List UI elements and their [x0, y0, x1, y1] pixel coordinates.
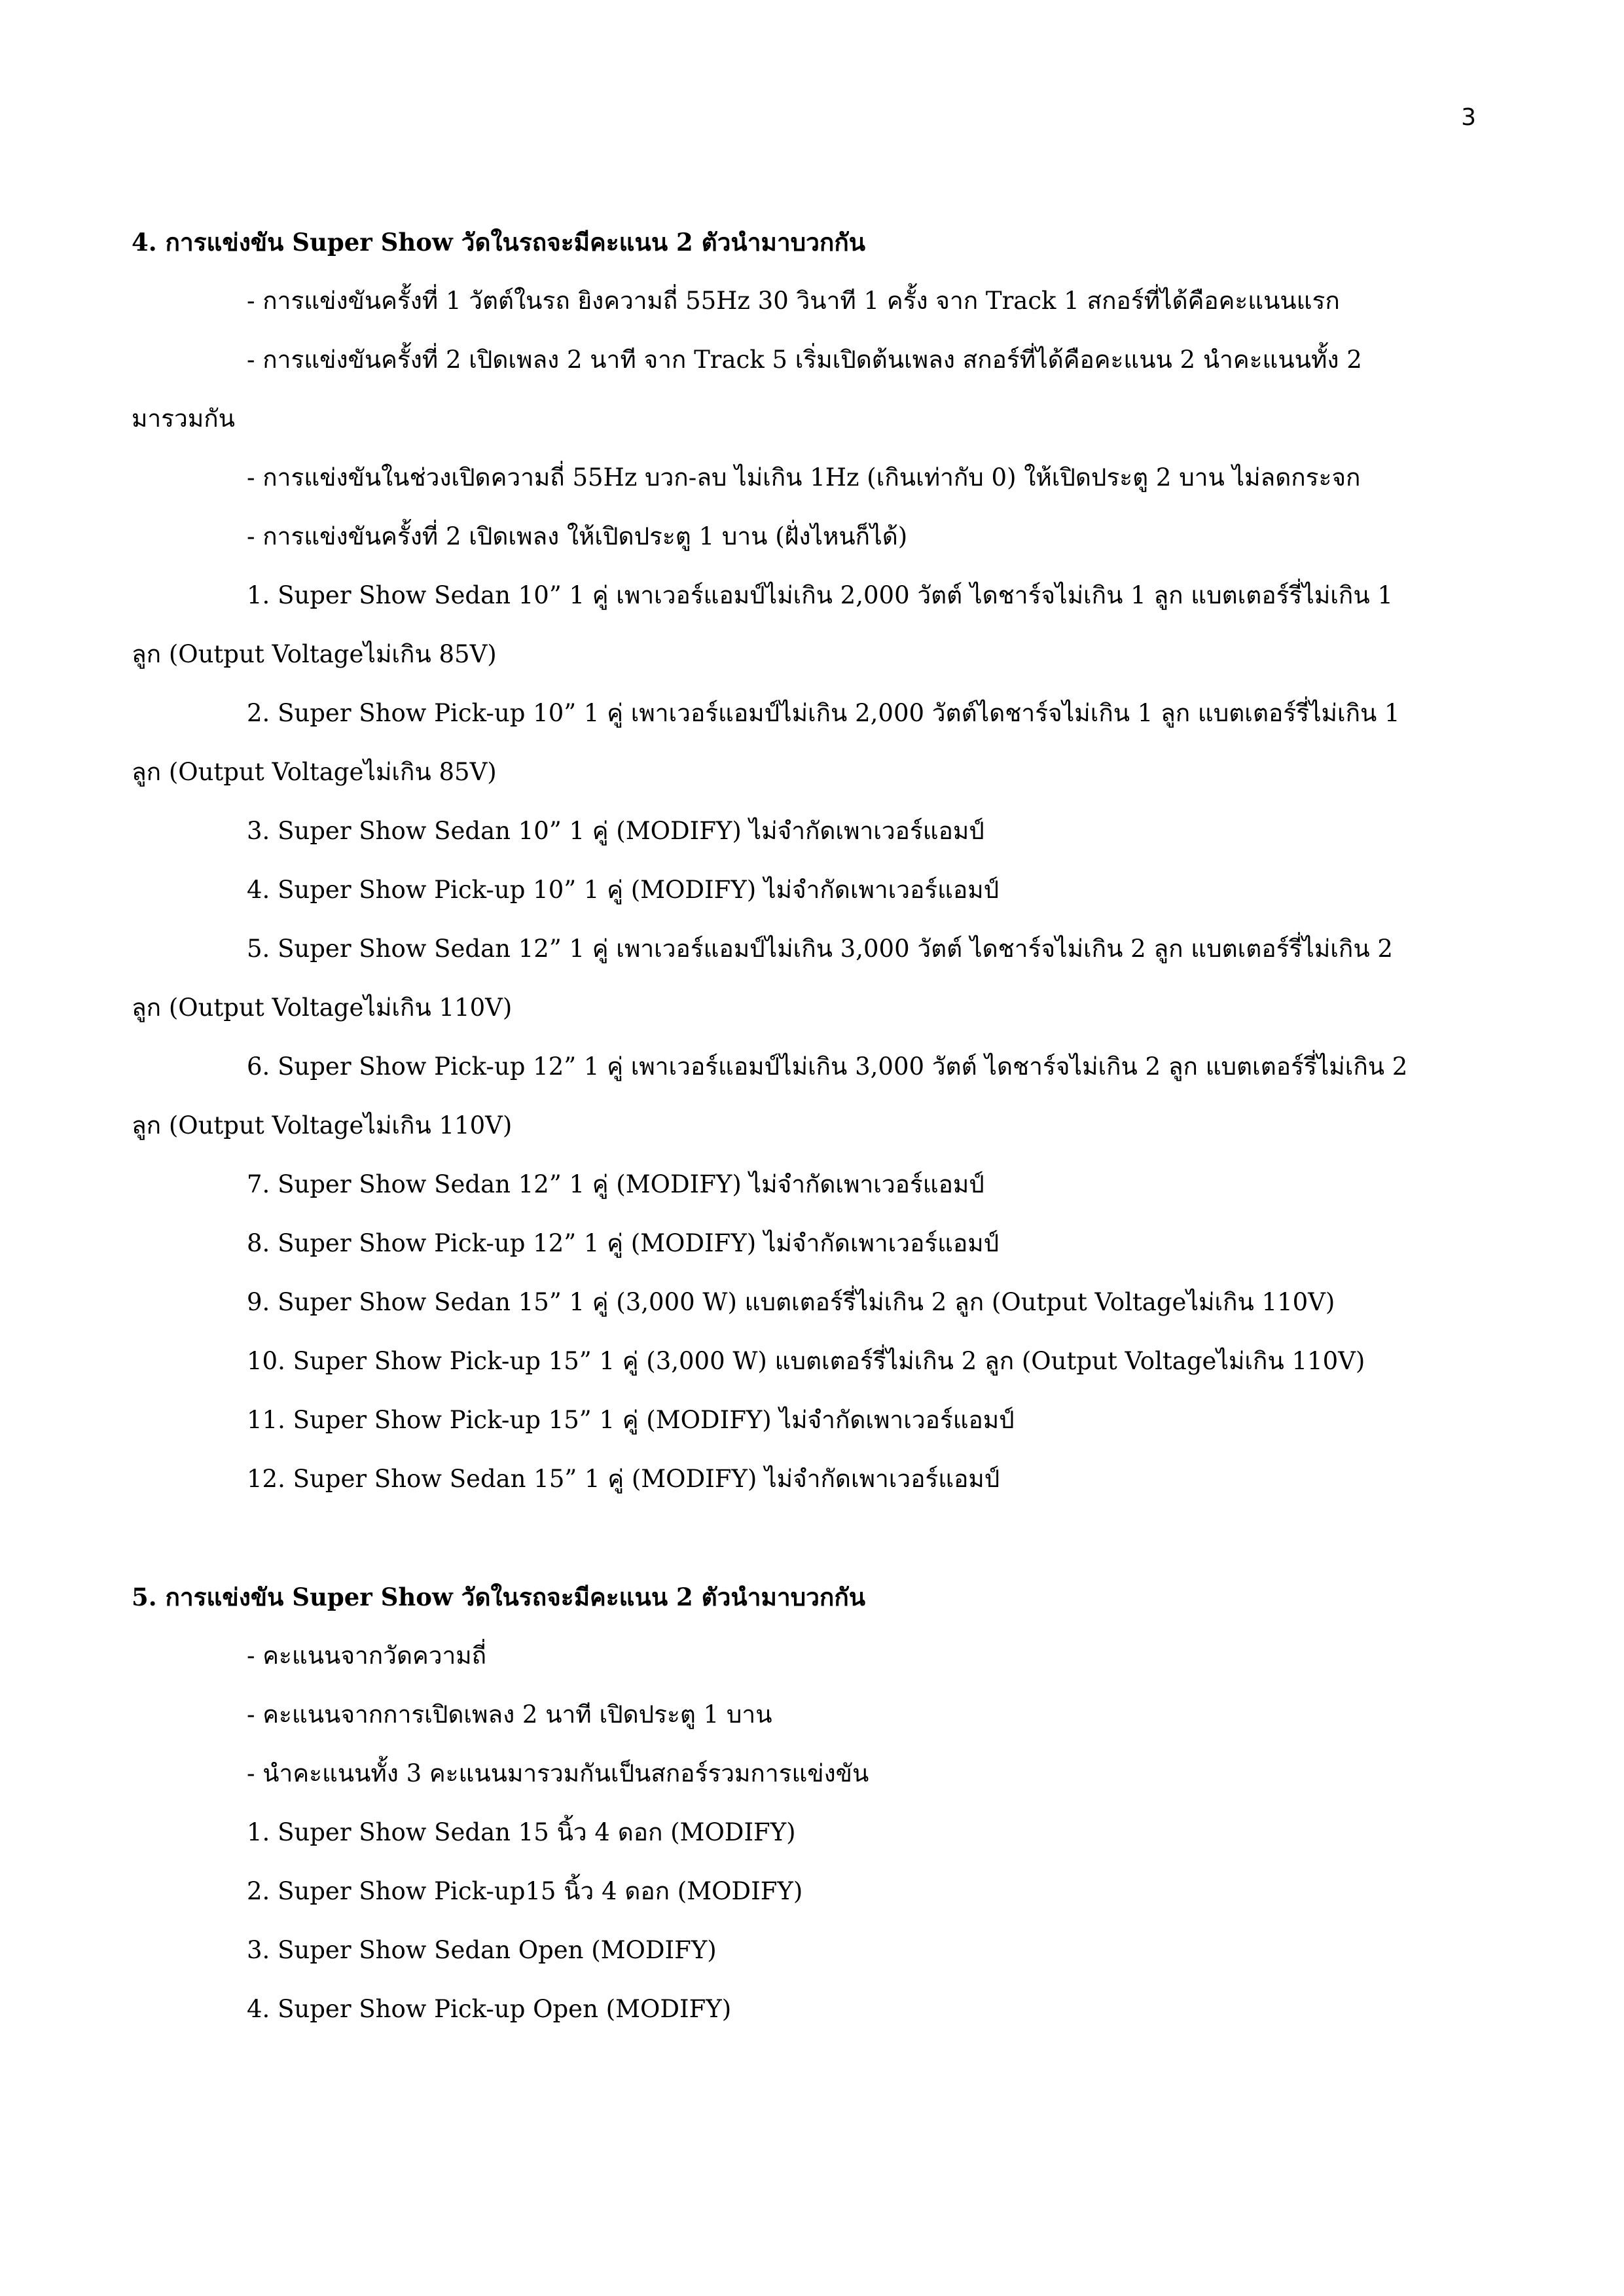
text-line: 9. Super Show Sedan 15” 1 คู่ (3,000 W) แบตเตอร์รี่ไม่เกิน 2 ลูก (Output Voltageไม่เกิน 110V): [247, 1288, 1335, 1316]
page-number: 3: [1461, 104, 1476, 131]
text-line: - การแข่งขันครั้งที่ 2 เปิดเพลง 2 นาที จาก Track 5 เริ่มเปิดต้นเพลง สกอร์ที่ได้คือคะแนน 2 นำคะแนนทั้ง 2: [247, 346, 1362, 374]
section-4: [132, 213, 1493, 1509]
text-line: ลูก (Output Voltageไม่เกิน 85V): [132, 758, 497, 786]
text-line: - การแข่งขันครั้งที่ 2 เปิดเพลง ให้เปิดประตู 1 บาน (ฝั่งไหนก็ได้): [247, 522, 908, 550]
text-line: 8. Super Show Pick-up 12” 1 คู่ (MODIFY) ไม่จำกัดเพาเวอร์แอมป์: [247, 1229, 1000, 1257]
text-line: - การแข่งขันในช่วงเปิดความถี่ 55Hz บวก-ลบ ไม่เกิน 1Hz (เกินเท่ากับ 0) ให้เปิดประตู 2 บาน ไม่ลดกระจก: [247, 463, 1361, 492]
section-4-lines: [132, 272, 1493, 1509]
section-5-heading: 5. การแข่งขัน Super Show วัดในรถจะมีคะแนน 2 ตัวนำมาบวกกัน: [132, 1583, 866, 1611]
text-line: - คะแนนจากการเปิดเพลง 2 นาที เปิดประตู 1 บาน: [247, 1700, 772, 1729]
text-line: 10. Super Show Pick-up 15” 1 คู่ (3,000 W) แบตเตอร์รี่ไม่เกิน 2 ลูก (Output Voltageไม่เกิน 110V): [247, 1347, 1365, 1375]
section-5-lines: [132, 1626, 1493, 2039]
text-line: 1. Super Show Sedan 10” 1 คู่ เพาเวอร์แอมป์ไม่เกิน 2,000 วัตต์ ไดชาร์จไม่เกิน 1 ลูก แบตเตอร์รี่ไม่เกิน 1: [247, 581, 1393, 609]
section-4-heading: 4. การแข่งขัน Super Show วัดในรถจะมีคะแนน 2 ตัวนำมาบวกกัน: [132, 228, 866, 257]
text-line: 7. Super Show Sedan 12” 1 คู่ (MODIFY) ไม่จำกัดเพาเวอร์แอมป์: [247, 1170, 984, 1198]
text-line: 12. Super Show Sedan 15” 1 คู่ (MODIFY) ไม่จำกัดเพาเวอร์แอมป์: [247, 1465, 1000, 1493]
text-line: มารวมกัน: [132, 404, 235, 433]
text-line: 11. Super Show Pick-up 15” 1 คู่ (MODIFY) ไม่จำกัดเพาเวอร์แอมป์: [247, 1406, 1015, 1434]
text-line: - นำคะแนนทั้ง 3 คะแนนมารวมกันเป็นสกอร์รวมการแข่งขัน: [247, 1759, 869, 1787]
text-line: 5. Super Show Sedan 12” 1 คู่ เพาเวอร์แอมป์ไม่เกิน 3,000 วัตต์ ไดชาร์จไม่เกิน 2 ลูก แบตเตอร์รี่ไม่เกิน 2: [247, 935, 1393, 963]
text-line: 2. Super Show Pick-up15 นิ้ว 4 ดอก (MODIFY): [247, 1877, 803, 1905]
text-line: 1. Super Show Sedan 15 นิ้ว 4 ดอก (MODIFY): [247, 1818, 796, 1846]
text-line: ลูก (Output Voltageไม่เกิน 110V): [132, 1111, 513, 1139]
text-line: - การแข่งขันครั้งที่ 1 วัตต์ในรถ ยิงความถี่ 55Hz 30 วินาที 1 ครั้ง จาก Track 1 สกอร์ที่ได้คือคะแนนแรก: [247, 287, 1340, 315]
text-line: 2. Super Show Pick-up 10” 1 คู่ เพาเวอร์แอมป์ไม่เกิน 2,000 วัตต์ไดชาร์จไม่เกิน 1 ลูก แบตเตอร์รี่ไม่เกิน 1: [247, 699, 1400, 727]
text-line: 6. Super Show Pick-up 12” 1 คู่ เพาเวอร์แอมป์ไม่เกิน 3,000 วัตต์ ไดชาร์จไม่เกิน 2 ลูก แบตเตอร์รี่ไม่เกิน 2: [247, 1052, 1408, 1081]
document-body: [132, 213, 1493, 2039]
section-gap: [132, 1509, 1493, 1568]
text-line: ลูก (Output Voltageไม่เกิน 110V): [132, 994, 513, 1022]
text-line: 4. Super Show Pick-up 10” 1 คู่ (MODIFY) ไม่จำกัดเพาเวอร์แอมป์: [247, 876, 1000, 904]
text-line: 3. Super Show Sedan Open (MODIFY): [247, 1936, 717, 1964]
text-line: 4. Super Show Pick-up Open (MODIFY): [247, 1995, 732, 2023]
text-line: ลูก (Output Voltageไม่เกิน 85V): [132, 640, 497, 668]
section-5: [132, 1568, 1493, 2039]
text-line: - คะแนนจากวัดความถี่: [247, 1641, 487, 1670]
text-line: 3. Super Show Sedan 10” 1 คู่ (MODIFY) ไม่จำกัดเพาเวอร์แอมป์: [247, 817, 984, 845]
